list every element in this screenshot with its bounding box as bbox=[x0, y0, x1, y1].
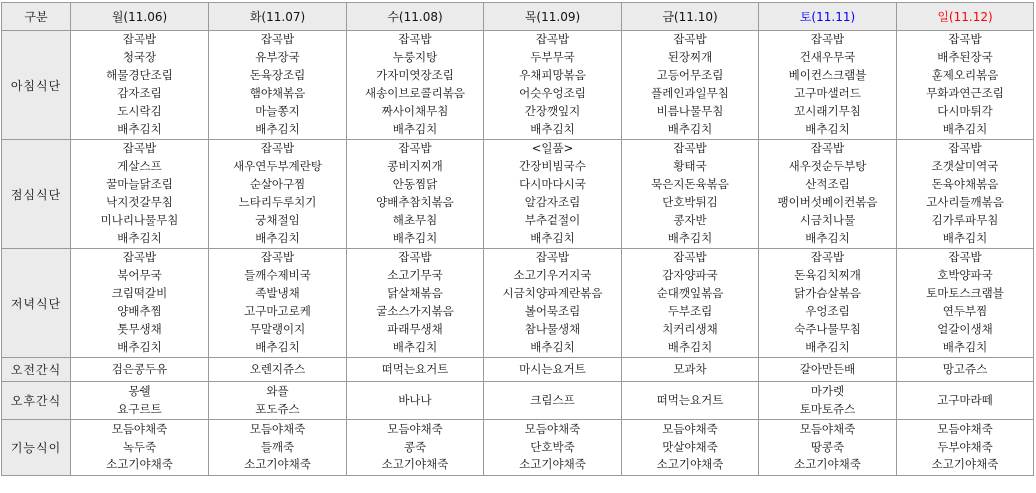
menu-item: 마늘쫑지 bbox=[255, 103, 300, 118]
menu-cell bbox=[71, 420, 209, 476]
menu-item: 배추김치 bbox=[530, 121, 575, 136]
menu-item: 어슷우엉조림 bbox=[519, 86, 586, 100]
day-header-wed: 수(11.08) bbox=[347, 3, 484, 31]
menu-item: 베이컨스크램블 bbox=[788, 68, 867, 83]
menu-item: 황태국 bbox=[673, 159, 707, 174]
menu-cell bbox=[897, 140, 1034, 249]
menu-item: 해초무침 bbox=[392, 212, 438, 227]
menu-item: 배추김치 bbox=[392, 121, 438, 136]
menu-item: 유부장국 bbox=[255, 50, 300, 65]
menu-item: 소고기야채죽 bbox=[656, 457, 724, 472]
menu-item: 잡곡밥 bbox=[810, 141, 845, 156]
menu-item: 잡곡밥 bbox=[122, 141, 157, 156]
menu-cell bbox=[209, 420, 347, 476]
menu-item: 시금치양파계란볶음 bbox=[502, 286, 603, 301]
menu-item: 배추김치 bbox=[530, 339, 575, 354]
day-header-fri: 금(11.10) bbox=[622, 3, 759, 31]
meal-row bbox=[2, 382, 1034, 420]
menu-cell bbox=[209, 358, 347, 382]
menu-item: 배추김치 bbox=[117, 339, 162, 354]
menu-item: 배추김치 bbox=[392, 339, 438, 354]
menu-cell bbox=[209, 249, 347, 358]
menu-item: 배추김치 bbox=[255, 230, 300, 245]
menu-item: 잡곡밥 bbox=[810, 32, 845, 47]
menu-item: 소고기야채죽 bbox=[244, 457, 311, 472]
menu-cell bbox=[347, 31, 484, 140]
menu-cell bbox=[209, 382, 347, 420]
day-header-sun: 일(11.12) bbox=[897, 3, 1034, 31]
menu-cell bbox=[759, 140, 897, 249]
menu-item: 고구마샐러드 bbox=[794, 86, 861, 100]
menu-item: 짜사이채무침 bbox=[381, 103, 449, 118]
menu-item: 소고기우거지국 bbox=[513, 268, 592, 283]
menu-item: 파래무생채 bbox=[387, 321, 443, 336]
menu-item: 연두부찜 bbox=[942, 304, 988, 318]
menu-item: 잡곡밥 bbox=[398, 141, 432, 156]
menu-item: 배추김치 bbox=[117, 121, 162, 136]
menu-cell bbox=[622, 358, 759, 382]
menu-item: 부추겉절이 bbox=[524, 212, 581, 227]
menu-item: 잡곡밥 bbox=[398, 32, 432, 47]
menu-cell bbox=[71, 31, 209, 140]
menu-item: 새송이브로콜리볶음 bbox=[365, 86, 465, 100]
menu-item: 배추김치 bbox=[530, 230, 575, 245]
menu-item: 맛살야채죽 bbox=[662, 439, 718, 454]
menu-item: 느타리두루치기 bbox=[238, 195, 317, 209]
menu-item: 크림스프 bbox=[530, 392, 575, 407]
menu-item: 잡곡밥 bbox=[673, 141, 707, 156]
day-header-tue: 화(11.07) bbox=[209, 3, 347, 31]
menu-item: 숙주나물무침 bbox=[794, 321, 861, 336]
meal-label: 아침식단 bbox=[2, 31, 71, 140]
menu-item: 잡곡밥 bbox=[260, 250, 295, 265]
menu-item: 모과차 bbox=[673, 361, 707, 376]
menu-cell bbox=[759, 382, 897, 420]
menu-item: 양배추참치볶음 bbox=[376, 195, 454, 209]
menu-item: 배추김치 bbox=[942, 339, 988, 354]
menu-item: 참나물생채 bbox=[524, 321, 581, 336]
menu-body bbox=[2, 31, 1034, 476]
menu-cell bbox=[347, 420, 484, 476]
menu-item: 배추김치 bbox=[942, 230, 988, 245]
menu-item: 잡곡밥 bbox=[535, 32, 570, 47]
meal-label: 점심식단 bbox=[2, 140, 71, 249]
menu-item: 마가렛 bbox=[810, 383, 845, 398]
header-row bbox=[2, 3, 1034, 31]
menu-cell bbox=[622, 249, 759, 358]
menu-item: 두부무국 bbox=[530, 50, 575, 65]
menu-item: 고사리들깨볶음 bbox=[926, 195, 1004, 209]
menu-item: 궁채절임 bbox=[255, 212, 300, 227]
menu-cell bbox=[897, 358, 1034, 382]
menu-cell bbox=[484, 31, 622, 140]
weekly-menu-table bbox=[1, 2, 1034, 476]
menu-item: 잡곡밥 bbox=[398, 250, 432, 265]
menu-item: 가자미엿장조림 bbox=[376, 68, 454, 83]
menu-item: 잡곡밥 bbox=[948, 141, 982, 156]
menu-item: 잡곡밥 bbox=[810, 250, 845, 265]
menu-cell bbox=[71, 382, 209, 420]
menu-cell bbox=[622, 420, 759, 476]
menu-item: 토마토스크램블 bbox=[926, 286, 1004, 301]
menu-item: 호박양파국 bbox=[937, 268, 993, 283]
menu-item: 치커리생채 bbox=[662, 321, 718, 336]
menu-cell bbox=[484, 382, 622, 420]
menu-item: 햄야채볶음 bbox=[249, 86, 306, 100]
menu-item: 낙지젓갈무침 bbox=[106, 195, 173, 209]
menu-item: 떠먹는요거트 bbox=[656, 392, 724, 407]
menu-cell bbox=[347, 358, 484, 382]
menu-item: 고구마라떼 bbox=[937, 392, 993, 407]
menu-item: 고구마고로케 bbox=[244, 304, 311, 318]
menu-item: 무화과연근조림 bbox=[926, 86, 1004, 100]
menu-item: 배추김치 bbox=[805, 230, 850, 245]
menu-item: 고등어무조림 bbox=[656, 68, 724, 83]
menu-item: 배추김치 bbox=[392, 230, 438, 245]
menu-item: 소고기야채죽 bbox=[794, 457, 861, 472]
menu-item: 들깨죽 bbox=[260, 439, 295, 454]
menu-item: 모듬야채죽 bbox=[387, 421, 443, 436]
menu-item: 잡곡밥 bbox=[673, 32, 707, 47]
menu-item: 볼어묵조림 bbox=[524, 304, 581, 318]
menu-item: 모듬야채죽 bbox=[111, 421, 168, 436]
menu-item: 우엉조림 bbox=[805, 304, 850, 318]
menu-item: 순살아구찜 bbox=[249, 177, 306, 192]
menu-cell bbox=[759, 358, 897, 382]
meal-row bbox=[2, 420, 1034, 476]
menu-item: 돈육야채볶음 bbox=[931, 177, 999, 192]
menu-item: 간장비빔국수 bbox=[519, 159, 586, 174]
menu-item: 꿀마늘닭조림 bbox=[106, 177, 173, 192]
menu-item: 망고쥬스 bbox=[942, 361, 988, 376]
menu-item: 토마토쥬스 bbox=[799, 401, 856, 416]
meal-row bbox=[2, 31, 1034, 140]
menu-item: 두부야채죽 bbox=[937, 439, 993, 454]
menu-item: 순대깻잎볶음 bbox=[656, 286, 724, 301]
menu-item: 게살스프 bbox=[117, 159, 162, 174]
menu-item: 꼬시래기무침 bbox=[794, 103, 861, 118]
day-header-mon: 월(11.06) bbox=[71, 3, 209, 31]
menu-item: 배추김치 bbox=[667, 121, 713, 136]
meal-label: 오전간식 bbox=[2, 358, 71, 382]
menu-cell bbox=[209, 140, 347, 249]
menu-item: 배추김치 bbox=[255, 339, 300, 354]
menu-item: 톳무생채 bbox=[117, 321, 162, 336]
menu-item: 소고기야채죽 bbox=[931, 457, 999, 472]
menu-item: 배추김치 bbox=[667, 230, 713, 245]
menu-item: 잡곡밥 bbox=[673, 250, 707, 265]
menu-item: 양배추찜 bbox=[117, 304, 162, 318]
corner-header: 구분 bbox=[2, 3, 71, 31]
menu-item: 플레인과일무침 bbox=[651, 86, 729, 100]
menu-item: 다시마튀각 bbox=[937, 103, 993, 118]
menu-item: 배추김치 bbox=[667, 339, 713, 354]
menu-item: 땅콩죽 bbox=[810, 439, 845, 454]
meal-row bbox=[2, 249, 1034, 358]
menu-cell bbox=[347, 140, 484, 249]
menu-cell bbox=[897, 249, 1034, 358]
menu-cell bbox=[622, 140, 759, 249]
day-header-sat: 토(11.11) bbox=[759, 3, 897, 31]
menu-item: 잡곡밥 bbox=[948, 250, 982, 265]
menu-item: <일품> bbox=[531, 141, 574, 156]
menu-item: 잡곡밥 bbox=[948, 32, 982, 47]
menu-item: 배추된장국 bbox=[937, 50, 993, 65]
menu-item: 떠먹는요거트 bbox=[381, 361, 449, 376]
menu-item: 돈육김치찌개 bbox=[794, 268, 861, 283]
menu-item: 포도쥬스 bbox=[255, 401, 300, 416]
menu-item: 잡곡밥 bbox=[535, 250, 570, 265]
menu-item: 모듬야채죽 bbox=[249, 421, 306, 436]
menu-item: 단호박죽 bbox=[530, 439, 575, 454]
day-header-thu: 목(11.09) bbox=[484, 3, 622, 31]
menu-item: 크림떡갈비 bbox=[111, 286, 168, 301]
menu-item: 모듬야채죽 bbox=[662, 421, 718, 436]
menu-cell bbox=[484, 140, 622, 249]
menu-item: 팽이버섯베이컨볶음 bbox=[777, 195, 878, 209]
menu-item: 비름나물무침 bbox=[656, 103, 724, 118]
menu-cell bbox=[484, 420, 622, 476]
menu-cell bbox=[622, 382, 759, 420]
menu-item: 청국장 bbox=[122, 50, 157, 65]
menu-item: 콩자반 bbox=[673, 212, 707, 227]
menu-item: 와플 bbox=[266, 383, 289, 398]
menu-item: 배추김치 bbox=[942, 121, 988, 136]
menu-item: 해물경단조림 bbox=[106, 68, 173, 83]
menu-cell bbox=[347, 382, 484, 420]
menu-item: 소고기무국 bbox=[387, 268, 443, 283]
menu-item: 배추김치 bbox=[805, 121, 850, 136]
menu-cell bbox=[759, 249, 897, 358]
menu-item: 닭가슴살볶음 bbox=[794, 286, 861, 301]
menu-item: 우채피망볶음 bbox=[519, 68, 586, 83]
menu-item: 굴소스가지볶음 bbox=[376, 304, 454, 318]
menu-item: 김가루파무침 bbox=[931, 212, 999, 227]
menu-item: 다시마다시국 bbox=[519, 177, 586, 192]
meal-row bbox=[2, 140, 1034, 249]
menu-cell bbox=[759, 31, 897, 140]
menu-item: 검은콩두유 bbox=[111, 361, 168, 376]
menu-item: 시금치나물 bbox=[799, 212, 856, 227]
menu-item: 소고기야채죽 bbox=[381, 457, 449, 472]
menu-item: 새우연두부계란탕 bbox=[233, 159, 322, 174]
menu-cell bbox=[71, 358, 209, 382]
menu-item: 소고기야채죽 bbox=[106, 457, 173, 472]
menu-item: 모듬야채죽 bbox=[799, 421, 856, 436]
menu-item: 콩죽 bbox=[403, 439, 427, 454]
menu-item: 마시는요거트 bbox=[519, 361, 586, 376]
menu-cell bbox=[897, 420, 1034, 476]
meal-label: 기능식이 bbox=[2, 420, 71, 476]
menu-item: 잡곡밥 bbox=[260, 141, 295, 156]
menu-cell bbox=[897, 382, 1034, 420]
menu-cell bbox=[71, 140, 209, 249]
menu-item: 오렌지쥬스 bbox=[249, 361, 306, 376]
meal-row bbox=[2, 358, 1034, 382]
menu-item: 북어무국 bbox=[117, 268, 162, 283]
menu-cell bbox=[622, 31, 759, 140]
menu-item: 배추김치 bbox=[255, 121, 300, 136]
menu-item: 모듬야채죽 bbox=[937, 421, 993, 436]
menu-item: 족발냉채 bbox=[255, 286, 300, 301]
menu-item: 감자양파국 bbox=[662, 268, 718, 283]
menu-item: 무말랭이지 bbox=[249, 321, 306, 336]
menu-item: 감자조림 bbox=[117, 86, 162, 100]
menu-item: 바나나 bbox=[398, 392, 432, 407]
menu-item: 잡곡밥 bbox=[122, 250, 157, 265]
menu-item: 소고기야채죽 bbox=[519, 457, 586, 472]
menu-item: 알감자조림 bbox=[524, 195, 581, 209]
menu-item: 몽쉘 bbox=[128, 383, 151, 398]
meal-label: 오후간식 bbox=[2, 382, 71, 420]
menu-item: 산적조림 bbox=[805, 177, 850, 192]
menu-item: 모듬야채죽 bbox=[524, 421, 581, 436]
menu-item: 미나리나물무침 bbox=[100, 212, 179, 227]
menu-item: 새우젓순두부탕 bbox=[788, 159, 867, 174]
menu-item: 잡곡밥 bbox=[260, 32, 295, 47]
menu-cell bbox=[347, 249, 484, 358]
menu-item: 배추김치 bbox=[117, 230, 162, 245]
menu-cell bbox=[71, 249, 209, 358]
menu-item: 도시락김 bbox=[117, 103, 162, 118]
menu-item: 단호박튀김 bbox=[662, 195, 718, 209]
menu-item: 건새우무국 bbox=[799, 50, 856, 65]
menu-item: 얼갈이생채 bbox=[937, 321, 993, 336]
menu-item: 간장깻잎지 bbox=[524, 103, 581, 118]
menu-cell bbox=[484, 249, 622, 358]
menu-item: 닭살채볶음 bbox=[387, 286, 443, 301]
menu-cell bbox=[759, 420, 897, 476]
menu-item: 두부조림 bbox=[667, 304, 713, 318]
menu-item: 콩비지찌개 bbox=[387, 159, 443, 174]
menu-item: 조갯살미역국 bbox=[931, 159, 999, 174]
menu-item: 요구르트 bbox=[117, 401, 162, 416]
menu-cell bbox=[209, 31, 347, 140]
menu-item: 갈아만든배 bbox=[799, 361, 856, 376]
menu-item: 배추김치 bbox=[805, 339, 850, 354]
menu-cell bbox=[484, 358, 622, 382]
menu-item: 누룽지탕 bbox=[392, 50, 438, 65]
menu-item: 잡곡밥 bbox=[122, 32, 157, 47]
menu-item: 훈제오리볶음 bbox=[931, 68, 999, 83]
menu-item: 돈육장조림 bbox=[249, 68, 306, 83]
menu-cell bbox=[897, 31, 1034, 140]
menu-item: 들깨수제비국 bbox=[244, 268, 311, 283]
menu-item: 녹두죽 bbox=[122, 439, 157, 454]
menu-item: 묵은지돈육볶음 bbox=[651, 177, 729, 192]
menu-item: 된장찌개 bbox=[667, 50, 713, 65]
menu-item: 안동찜닭 bbox=[392, 177, 438, 192]
meal-label: 저녁식단 bbox=[2, 249, 71, 358]
